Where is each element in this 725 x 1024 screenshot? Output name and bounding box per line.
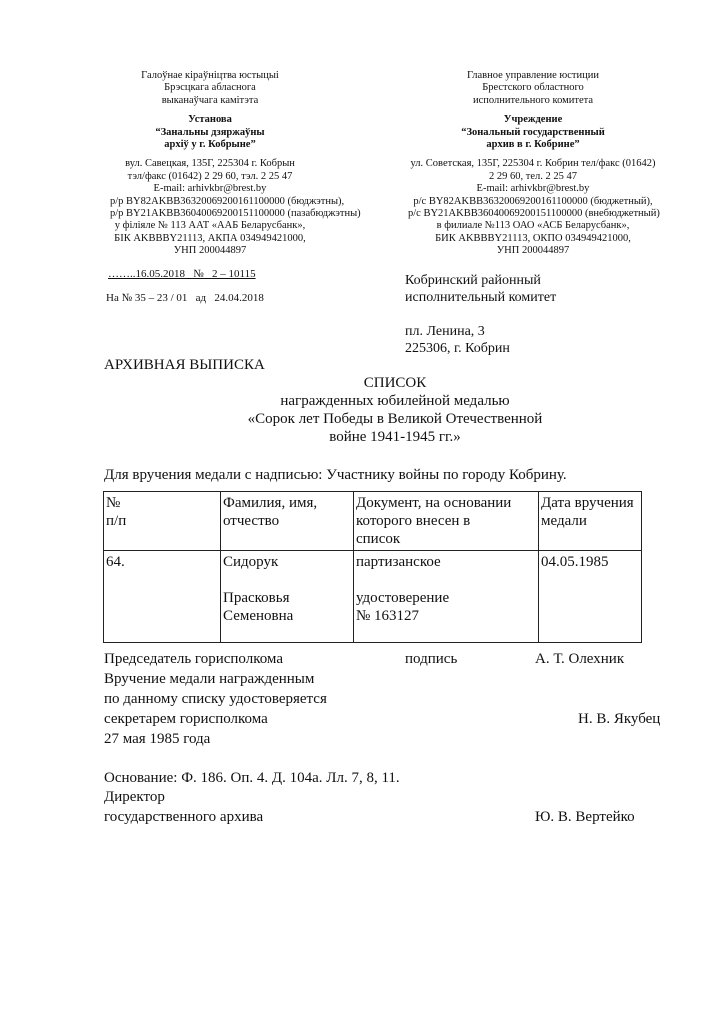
header-left-contact-6: у філіяле № 113 ААТ «ААБ Беларусбанк», — [114, 220, 306, 232]
header-right-contact-7: БИК AKBBBY21113, ОКПО 034949421000, — [435, 232, 631, 244]
header-left-inst-2: “Занальны дзяржаўны — [155, 126, 265, 138]
header-right-inst-2: “Зональный государственный — [461, 126, 605, 138]
header-right-contact-2: 2 29 60, тел. 2 25 47 — [489, 170, 577, 182]
header-right-inst-1: Учреждение — [503, 114, 563, 126]
certification-line-1: Вручение медали награжденным — [104, 671, 315, 687]
header-left-inst-3: архіў у г. Кобрыне” — [164, 139, 256, 151]
header-right-org-2: Брестского областного — [482, 82, 584, 94]
certification-line-2: по данному списку удостоверяется — [104, 691, 327, 707]
header-right-inst-3: архив в г. Кобрине” — [486, 139, 580, 151]
header-left-contact-8: УНП 200044897 — [173, 245, 247, 257]
header-left-contact-1: вул. Савецкая, 135Г, 225304 г. Кобрын — [125, 158, 295, 170]
header-left — [110, 70, 361, 258]
list-title — [160, 374, 630, 446]
secretary-name: Н. В. Якубец — [578, 711, 661, 727]
cell-document: партизанское удостоверение № 163127 — [354, 551, 539, 643]
recipient-line-2: исполнительный комитет — [405, 290, 557, 305]
awards-table — [103, 491, 642, 643]
header-left-contact-4: р/р BY82AKBB36320069200161100000 (бюджэтны), — [110, 195, 345, 207]
cell-number: 64. — [104, 551, 221, 643]
archival-basis: Основание: Ф. 186. Оп. 4. Д. 104а. Лл. 7, 8, 11. — [104, 770, 400, 786]
document-type: АРХИВНАЯ ВЫПИСКА — [104, 357, 265, 373]
chairman-signature: подпись — [405, 651, 458, 667]
secretary-title: секретарем горисполкома — [104, 711, 268, 727]
cell-date: 04.05.1985 — [539, 551, 642, 643]
header-right-contact-3: E-mail: arhivkbr@brest.by — [476, 183, 590, 195]
header-left-contact-5: р/р BY21AKBB36040069200151100000 (пазабюджэтны) — [110, 208, 361, 220]
header-left-org-3: выканаўчага камітэта — [161, 94, 259, 106]
director-title-line-2: государственного архива — [104, 809, 264, 825]
header-right — [408, 70, 658, 258]
header-right-contact-4: р/с BY82AKBB36320069200161100000 (бюджетный), — [413, 195, 653, 207]
chairman-name: А. Т. Олехник — [535, 651, 625, 667]
header-right-contact-6: в филиале №113 ОАО «АСБ Беларусбанк», — [436, 220, 630, 232]
header-right-contact-5: р/с BY21AKBB36040069200151100000 (внебюджетный) — [408, 208, 660, 220]
header-cell-date: Дата вручения медали — [539, 492, 642, 551]
header-left-contact-3: E-mail: arhivkbr@brest.by — [153, 183, 267, 195]
header-cell-name: Фамилия, имя, отчество — [221, 492, 354, 551]
outgoing-reference: ……..16.05.2018 № 2 – 10115 — [108, 268, 256, 280]
header-left-org-1: Галоўнае кіраўніцтва юстыцыі — [141, 70, 279, 81]
list-title-line-4: войне 1941-1945 гг.» — [329, 429, 461, 445]
table-header-row — [104, 492, 642, 551]
incoming-reference: На № 35 – 23 / 01 ад 24.04.2018 — [106, 292, 264, 304]
director-title-line-1: Директор — [104, 789, 165, 805]
header-right-org-1: Главное управление юстиции — [466, 70, 599, 81]
list-title-line-1: СПИСОК — [363, 375, 427, 391]
table-row — [104, 551, 642, 643]
header-right-contact-1: ул. Советская, 135Г, 225304 г. Кобрин тел/факс (01642) — [410, 158, 656, 170]
header-cell-number: № п/п — [104, 492, 221, 551]
director-name: Ю. В. Вертейко — [535, 809, 635, 825]
header-cell-document: Документ, на основании которого внесен в список — [354, 492, 539, 551]
list-title-line-3: «Сорок лет Победы в Великой Отечественной — [247, 411, 543, 427]
header-right-contact-8: УНП 200044897 — [496, 245, 570, 257]
signature-date: 27 мая 1985 года — [104, 731, 211, 747]
recipient-line-4: 225306, г. Кобрин — [405, 341, 510, 356]
header-left-contact-7: БІК AKBBBY21113, АКПА 034949421000, — [114, 232, 306, 244]
header-left-org-2: Брэсцкага абласнога — [164, 82, 256, 94]
header-right-org-3: исполнительного комитета — [472, 94, 594, 106]
recipient-line-1: Кобринский районный — [405, 273, 541, 288]
recipient-line-3: пл. Ленина, 3 — [405, 324, 485, 339]
chairman-title: Председатель горисполкома — [104, 651, 283, 667]
intro-text: Для вручения медали с надписью: Участнику войны по городу Кобрину. — [104, 467, 567, 483]
list-title-line-2: награжденных юбилейной медалью — [280, 393, 510, 409]
cell-name: Сидорук Прасковья Семеновна — [221, 551, 354, 643]
header-left-contact-2: тэл/факс (01642) 2 29 60, тэл. 2 25 47 — [127, 170, 293, 182]
header-left-inst-1: Установа — [188, 114, 232, 126]
recipient-block — [405, 272, 556, 357]
